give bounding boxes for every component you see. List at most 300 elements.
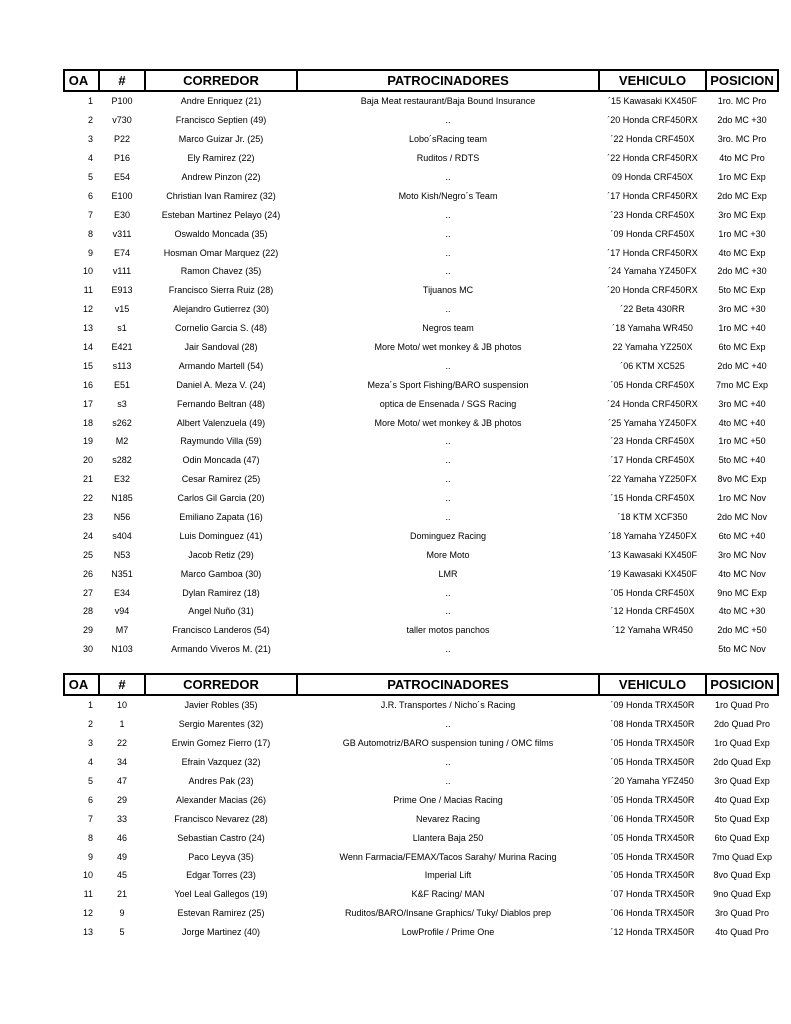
cell-rider: Armando Martell (54) (178, 360, 264, 371)
cell-vehicle: ´19 Kawasaki KX450F (607, 568, 698, 579)
cell-oa: 6 (87, 794, 93, 805)
cell-position: 3ro MC Exp (718, 209, 766, 220)
cell-vehicle: ´20 Honda CRF450RX (607, 285, 698, 296)
cell-position: 4to MC Exp (718, 247, 766, 258)
table-row (64, 319, 778, 338)
cell-number: 49 (116, 851, 127, 862)
cell-vehicle: ´05 Honda TRX450R (610, 851, 695, 862)
cell-oa: 27 (82, 587, 93, 598)
cell-oa: 10 (82, 266, 93, 277)
cell-position: 4to Quad Exp (714, 794, 770, 805)
table-row (64, 224, 778, 243)
table-row (64, 695, 778, 715)
cell-position: 3ro Quad Pro (714, 908, 770, 919)
cell-position: 2do Quad Exp (713, 757, 771, 768)
cell-position: 4to MC +30 (718, 606, 766, 617)
cell-number: v15 (114, 304, 130, 315)
cell-rider: Luis Dominguez (41) (179, 530, 263, 541)
cell-rider: Sergio Marentes (32) (178, 719, 264, 730)
cell-vehicle: ´15 Honda CRF450X (610, 493, 695, 504)
table-row (64, 790, 778, 809)
cell-rider: Andre Enriquez (21) (180, 96, 262, 107)
cell-position: 5to Quad Exp (714, 813, 770, 824)
header-oa: OA (64, 674, 99, 695)
cell-sponsor: Lobo´sRacing team (408, 134, 488, 145)
cell-rider: Francisco Septien (49) (175, 115, 267, 126)
cell-position: 5to MC +40 (718, 455, 766, 466)
quad-results-body (64, 695, 778, 942)
cell-oa: 12 (82, 304, 93, 315)
cell-rider: Alejandro Gutierrez (30) (172, 304, 270, 315)
table-row (64, 149, 778, 168)
cell-sponsor: .. (445, 266, 451, 277)
cell-vehicle: ´18 Yamaha WR450 (612, 323, 693, 334)
table-row (64, 205, 778, 224)
cell-number: v311 (112, 228, 132, 239)
cell-vehicle: ´12 Yamaha WR450 (612, 625, 693, 636)
table-row (64, 451, 778, 470)
cell-rider: Jair Sandoval (28) (184, 342, 258, 353)
table-row (64, 734, 778, 753)
cell-position: 8vo MC Exp (717, 474, 767, 485)
cell-position: 1ro MC Exp (718, 172, 766, 182)
cell-vehicle: ´22 Beta 430RR (620, 304, 685, 315)
cell-oa: 9 (87, 851, 93, 862)
cell-number: 46 (116, 832, 127, 843)
cell-oa: 11 (83, 285, 93, 296)
cell-sponsor: More Moto/ wet monkey & JB photos (374, 417, 522, 428)
cell-oa: 10 (82, 870, 93, 881)
cell-rider: Estevan Ramirez (25) (177, 908, 265, 919)
table-row (64, 432, 778, 451)
cell-vehicle: ´22 Yamaha YZ250FX (608, 474, 697, 485)
cell-oa: 28 (82, 606, 93, 617)
cell-position: 3ro MC Nov (717, 549, 766, 560)
cell-number: E74 (113, 247, 130, 258)
cell-number: P22 (113, 134, 130, 145)
table-row (64, 753, 778, 772)
table-row (64, 413, 778, 432)
cell-oa: 25 (82, 549, 93, 560)
cell-rider: Marco Guizar Jr. (25) (178, 134, 264, 145)
cell-vehicle: ´05 Honda CRF450X (610, 379, 695, 390)
cell-vehicle: ´17 Honda CRF450X (610, 455, 695, 466)
cell-position: 1ro. MC Pro (717, 96, 767, 107)
cell-position: 1ro MC +30 (718, 228, 766, 239)
cell-sponsor: More Moto (426, 549, 470, 560)
cell-position: 2do MC +50 (717, 625, 767, 636)
table-row (64, 130, 778, 149)
table-row (64, 489, 778, 508)
cell-rider: Efrain Vazquez (32) (181, 757, 261, 768)
table-header-row (64, 674, 778, 695)
cell-sponsor: LMR (438, 568, 458, 579)
cell-oa: 18 (82, 417, 93, 428)
table-row (64, 904, 778, 923)
cell-sponsor: .. (445, 512, 451, 523)
cell-number: s1 (117, 323, 127, 334)
cell-number: N53 (113, 549, 131, 560)
cell-rider: Marco Gamboa (30) (180, 568, 262, 579)
cell-rider: Paco Leyva (35) (188, 851, 254, 862)
table-row (64, 338, 778, 357)
cell-sponsor: Dominguez Racing (409, 530, 487, 541)
table-row (64, 281, 778, 300)
cell-position: 7mo Quad Exp (711, 851, 773, 862)
cell-oa: 2 (87, 115, 93, 126)
cell-rider: Raymundo Villa (59) (180, 436, 262, 447)
cell-number: E100 (111, 190, 133, 201)
header-position: POSICION (706, 674, 778, 695)
cell-sponsor: Prime One / Macias Racing (393, 794, 503, 805)
cell-rider: Armando Viveros M. (21) (171, 644, 271, 655)
cell-rider: Jacob Retiz (29) (188, 549, 254, 560)
cell-rider: Edgar Torres (23) (186, 870, 256, 881)
cell-sponsor: Baja Meat restaurant/Baja Bound Insurance (360, 96, 536, 107)
cell-vehicle: ´18 KTM XCF350 (617, 512, 688, 523)
cell-oa: 19 (82, 436, 93, 447)
cell-oa: 21 (82, 474, 93, 485)
cell-position: 4to MC Pro (719, 153, 765, 164)
cell-sponsor: Imperial Lift (424, 870, 472, 881)
cell-vehicle: ´05 Honda TRX450R (610, 870, 695, 881)
cell-number: 29 (116, 794, 127, 805)
table-row (64, 866, 778, 885)
table-row (64, 847, 778, 866)
cell-oa: 9 (87, 247, 93, 258)
cell-rider: Francisco Sierra Ruiz (28) (168, 285, 274, 296)
cell-number: E913 (111, 285, 133, 296)
header-rider: CORREDOR (145, 674, 297, 695)
cell-number: 1 (119, 719, 125, 730)
cell-rider: Francisco Landeros (54) (172, 625, 270, 636)
cell-vehicle: ´05 Honda CRF450X (610, 587, 695, 598)
cell-vehicle: ´24 Yamaha YZ450FX (608, 266, 697, 277)
cell-oa: 11 (83, 889, 93, 900)
cell-number: P16 (113, 153, 130, 164)
cell-oa: 7 (87, 209, 93, 220)
cell-position: 9no MC Exp (717, 587, 767, 598)
cell-number: E30 (113, 209, 130, 220)
cell-vehicle: ´15 Kawasaki KX450F (607, 96, 698, 107)
cell-position: 2do MC +40 (717, 360, 767, 371)
table-row (64, 602, 778, 621)
cell-rider: Andrew Pinzon (22) (181, 172, 261, 182)
cell-oa: 1 (87, 96, 93, 107)
cell-position: 5to MC Exp (718, 285, 766, 296)
cell-vehicle: ´06 Honda TRX450R (610, 813, 695, 824)
cell-rider: Yoel Leal Gallegos (19) (174, 889, 268, 900)
cell-vehicle: ´05 Honda TRX450R (610, 794, 695, 805)
cell-sponsor: .. (445, 247, 451, 258)
cell-number: N185 (111, 493, 133, 504)
moto-results-body (64, 91, 778, 659)
cell-sponsor: .. (445, 606, 451, 617)
cell-vehicle: ´05 Honda TRX450R (610, 757, 695, 768)
cell-vehicle: ´05 Honda TRX450R (610, 738, 695, 749)
cell-position: 5to MC Nov (718, 644, 766, 655)
cell-rider: Cesar Ramirez (25) (181, 474, 261, 485)
cell-oa: 26 (82, 568, 93, 579)
table-row (64, 809, 778, 828)
quad-results-table (63, 673, 779, 942)
cell-oa: 13 (82, 323, 93, 334)
cell-position: 1ro MC Nov (717, 493, 766, 504)
cell-rider: Francisco Nevarez (28) (174, 813, 268, 824)
cell-number: 47 (116, 776, 127, 786)
cell-number: 21 (116, 889, 127, 900)
cell-position: 1ro Quad Pro (714, 700, 770, 711)
cell-rider: Fernando Beltran (48) (176, 398, 266, 409)
cell-oa: 8 (87, 228, 93, 239)
cell-position: 2do Quad Pro (713, 719, 771, 730)
cell-sponsor: .. (445, 209, 451, 220)
cell-sponsor: J.R. Transportes / Nicho´s Racing (380, 700, 516, 711)
cell-rider: Javier Robles (35) (184, 700, 258, 711)
cell-rider: Esteban Martinez Pelayo (24) (161, 209, 281, 220)
cell-position: 2do MC Exp (717, 190, 767, 201)
cell-rider: Christian Ivan Ramirez (32) (166, 190, 276, 201)
cell-number: s282 (112, 455, 132, 466)
cell-rider: Daniel A. Meza V. (24) (176, 379, 266, 390)
cell-sponsor: .. (445, 644, 451, 655)
cell-sponsor: Negros team (422, 323, 474, 334)
cell-number: 22 (116, 738, 127, 749)
header-vehicle: VEHICULO (599, 674, 706, 695)
cell-number: M2 (115, 436, 129, 447)
cell-number: E421 (111, 342, 133, 353)
header-position: POSICION (706, 70, 778, 91)
cell-oa: 4 (87, 153, 93, 164)
cell-number: 33 (116, 813, 127, 824)
cell-oa: 5 (87, 776, 93, 786)
cell-number: v111 (112, 266, 132, 277)
table-row (64, 111, 778, 130)
cell-vehicle: ´05 Honda TRX450R (610, 832, 695, 843)
cell-sponsor: Nevarez Racing (415, 813, 481, 824)
cell-sponsor: .. (445, 493, 451, 504)
cell-number: v730 (112, 115, 132, 126)
table-row (64, 923, 778, 942)
cell-sponsor: .. (445, 172, 451, 182)
cell-oa: 12 (82, 908, 93, 919)
cell-number: s404 (112, 530, 132, 541)
cell-vehicle: 22 Yamaha YZ250X (612, 342, 693, 353)
cell-rider: Andres Pak (23) (188, 776, 254, 786)
table-row (64, 470, 778, 489)
cell-number: s113 (112, 360, 132, 371)
cell-oa: 13 (82, 927, 93, 938)
cell-vehicle: ´06 Honda TRX450R (610, 908, 695, 919)
cell-sponsor: Ruditos / RDTS (416, 153, 480, 164)
cell-vehicle: ´12 Honda TRX450R (610, 927, 695, 938)
cell-oa: 6 (87, 190, 93, 201)
table-header-row (64, 70, 778, 91)
cell-oa: 3 (87, 134, 93, 145)
table-row (64, 186, 778, 205)
cell-sponsor: .. (445, 455, 451, 466)
cell-number: v94 (114, 606, 130, 617)
cell-sponsor: Wenn Farmacia/FEMAX/Tacos Sarahy/ Murina Racing (339, 851, 557, 862)
cell-vehicle: ´18 Yamaha YZ450FX (608, 530, 697, 541)
cell-oa: 14 (82, 342, 93, 353)
cell-sponsor: optica de Ensenada / SGS Racing (379, 398, 517, 409)
cell-oa: 22 (82, 493, 93, 504)
header-sponsors: PATROCINADORES (297, 70, 599, 91)
cell-position: 6to Quad Exp (714, 832, 770, 843)
cell-rider: Oswaldo Moncada (35) (174, 228, 268, 239)
table-row (64, 508, 778, 527)
cell-rider: Carlos Gil Garcia (20) (177, 493, 265, 504)
cell-sponsor: Meza´s Sport Fishing/BARO suspension (367, 379, 529, 390)
cell-vehicle: ´17 Honda CRF450RX (607, 247, 698, 258)
cell-number: s3 (117, 398, 127, 409)
cell-number: N351 (111, 568, 133, 579)
table-row (64, 526, 778, 545)
table-row (64, 356, 778, 375)
table-row (64, 621, 778, 640)
cell-sponsor: .. (445, 757, 451, 768)
cell-oa: 8 (87, 832, 93, 843)
cell-number: E32 (113, 474, 130, 485)
cell-number: N103 (111, 644, 133, 655)
cell-vehicle: ´25 Yamaha YZ450FX (608, 417, 697, 428)
cell-vehicle: ´23 Honda CRF450X (610, 436, 695, 447)
cell-vehicle: 09 Honda CRF450X (611, 172, 694, 182)
cell-vehicle: ´24 Honda CRF450RX (607, 398, 698, 409)
cell-oa: 5 (87, 172, 93, 182)
cell-position: 1ro Quad Exp (714, 738, 770, 749)
cell-position: 8vo Quad Exp (713, 870, 771, 881)
cell-sponsor: K&F Racing/ MAN (411, 889, 485, 900)
cell-vehicle: ´06 KTM XC525 (620, 360, 685, 371)
table-row (64, 564, 778, 583)
cell-position: 3ro. MC Pro (717, 134, 767, 145)
cell-sponsor: .. (445, 360, 451, 371)
cell-number: s262 (112, 417, 132, 428)
cell-sponsor: Moto Kish/Negro´s Team (398, 190, 498, 201)
cell-oa: 20 (82, 455, 93, 466)
cell-vehicle: ´09 Honda TRX450R (610, 700, 695, 711)
table-row (64, 168, 778, 187)
cell-position: 9no Quad Exp (713, 889, 771, 900)
table-row (64, 262, 778, 281)
cell-vehicle: ´09 Honda CRF450X (610, 228, 695, 239)
cell-sponsor: .. (445, 436, 451, 447)
cell-number: N56 (113, 512, 131, 523)
moto-results-table (63, 69, 779, 659)
cell-oa: 17 (82, 398, 93, 409)
cell-oa: 1 (87, 700, 93, 711)
cell-sponsor: Ruditos/BARO/Insane Graphics/ Tuky/ Diablos prep (344, 908, 552, 919)
cell-sponsor: .. (445, 228, 451, 239)
table-row (64, 394, 778, 413)
cell-number: 34 (116, 757, 127, 768)
cell-oa: 7 (87, 813, 93, 824)
cell-position: 6to MC +40 (718, 530, 766, 541)
cell-oa: 29 (82, 625, 93, 636)
cell-number: E54 (113, 172, 130, 182)
cell-position: 1ro MC +40 (718, 323, 766, 334)
header-rider: CORREDOR (145, 70, 297, 91)
table-row (64, 91, 778, 111)
cell-vehicle: ´08 Honda TRX450R (610, 719, 695, 730)
cell-rider: Alexander Macias (26) (175, 794, 267, 805)
cell-rider: Sebastian Castro (24) (177, 832, 265, 843)
cell-oa: 3 (87, 738, 93, 749)
cell-rider: Odin Moncada (47) (182, 455, 260, 466)
cell-position: 3ro Quad Exp (714, 776, 770, 786)
cell-vehicle: ´22 Honda CRF450RX (607, 153, 698, 164)
table-row (64, 640, 778, 659)
cell-rider: Jorge Martinez (40) (181, 927, 261, 938)
cell-rider: Dylan Ramirez (18) (182, 587, 260, 598)
cell-rider: Cornelio Garcia S. (48) (174, 323, 268, 334)
header-number: # (99, 70, 145, 91)
cell-oa: 16 (82, 379, 93, 390)
header-oa: OA (64, 70, 99, 91)
cell-vehicle: ´20 Honda CRF450RX (607, 115, 698, 126)
cell-rider: Ely Ramirez (22) (187, 153, 255, 164)
table-row (64, 583, 778, 602)
cell-sponsor: LowProfile / Prime One (401, 927, 495, 938)
cell-sponsor: .. (445, 719, 451, 730)
header-sponsors: PATROCINADORES (297, 674, 599, 695)
cell-sponsor: GB Automotriz/BARO suspension tuning / OMC films (342, 738, 554, 749)
table-row (64, 772, 778, 791)
cell-position: 2do MC +30 (717, 266, 767, 277)
table-row (64, 375, 778, 394)
cell-number: 45 (116, 870, 127, 881)
cell-rider: Hosman Omar Marquez (22) (163, 247, 279, 258)
table-row (64, 243, 778, 262)
cell-number: M7 (115, 625, 129, 636)
cell-oa: 15 (82, 360, 93, 371)
cell-vehicle (599, 640, 706, 659)
cell-number: E34 (113, 587, 130, 598)
cell-sponsor: More Moto/ wet monkey & JB photos (374, 342, 522, 353)
cell-sponsor: .. (445, 474, 451, 485)
cell-number: 10 (116, 700, 127, 711)
cell-rider: Emiliano Zapata (16) (179, 512, 263, 523)
table-row (64, 885, 778, 904)
cell-vehicle: ´17 Honda CRF450RX (607, 190, 698, 201)
cell-number: 5 (119, 927, 125, 938)
cell-position: 4to MC Nov (718, 568, 766, 579)
cell-vehicle: ´12 Honda CRF450X (610, 606, 695, 617)
cell-position: 1ro MC +50 (718, 436, 766, 447)
cell-vehicle: ´23 Honda CRF450X (610, 209, 695, 220)
header-number: # (99, 674, 145, 695)
cell-position: 4to Quad Pro (715, 927, 769, 938)
cell-vehicle: ´22 Honda CRF450X (610, 134, 695, 145)
cell-oa: 4 (87, 757, 93, 768)
cell-oa: 23 (82, 512, 93, 523)
table-row (64, 715, 778, 734)
cell-number: P100 (111, 96, 133, 107)
cell-vehicle: ´07 Honda TRX450R (610, 889, 695, 900)
cell-sponsor: .. (445, 304, 451, 315)
cell-position: 7mo MC Exp (715, 379, 768, 390)
header-vehicle: VEHICULO (599, 70, 706, 91)
cell-position: 2do MC Nov (716, 512, 768, 523)
cell-sponsor: .. (445, 587, 451, 598)
cell-vehicle: ´20 Yamaha YFZ450 (611, 776, 694, 786)
cell-position: 4to MC +40 (718, 417, 766, 428)
cell-rider: Albert Valenzuela (49) (176, 417, 266, 428)
cell-position: 2do MC +30 (717, 115, 767, 126)
cell-sponsor: Tijuanos MC (422, 285, 474, 296)
